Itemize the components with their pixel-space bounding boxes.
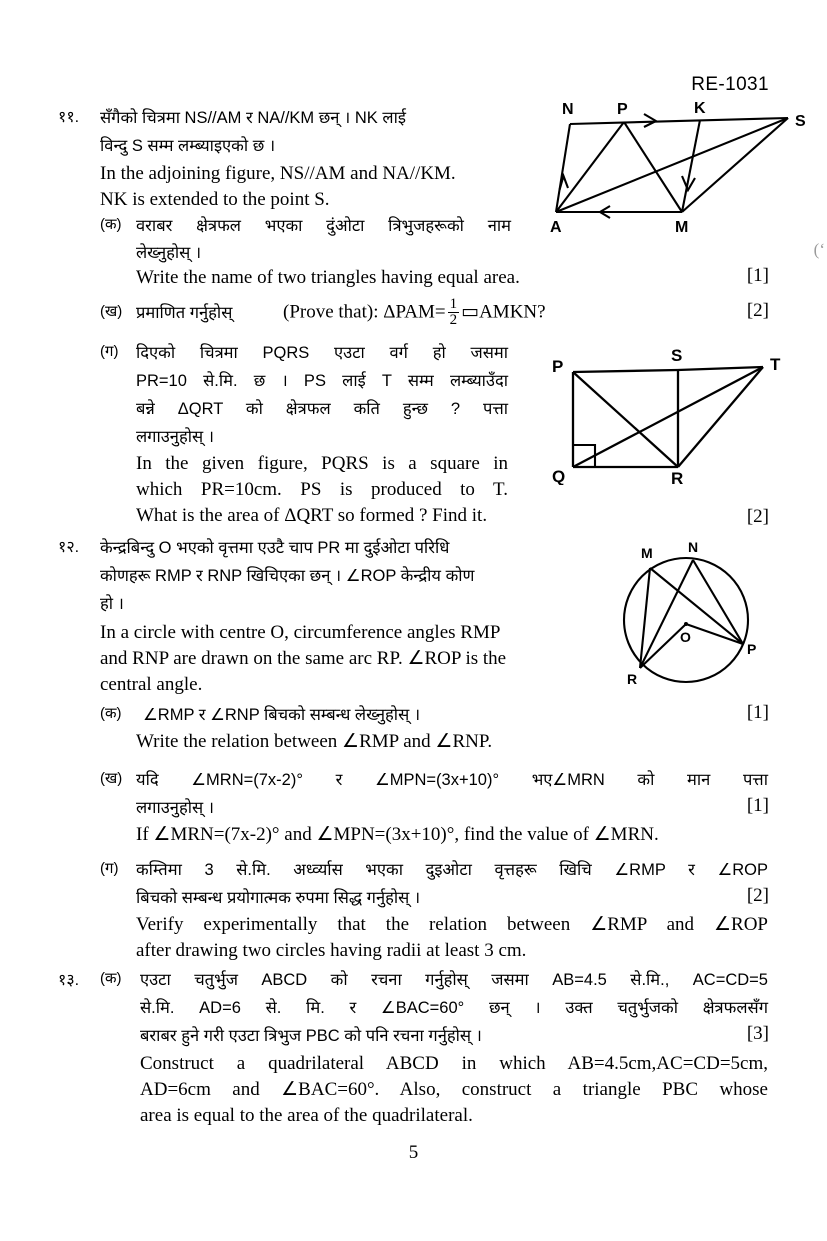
q11-part-ga-marks: [2] [746,506,769,527]
q13-part-ka-label: (क) [100,970,122,987]
svg-text:M: M [675,219,689,235]
figure-pqrs-square [540,345,798,485]
q11-part-kha-np-prefix: प्रमाणित गर्नुहोस् [136,304,233,322]
svg-text:S: S [671,346,683,365]
q12-stem-np-line-2: कोणहरू RMP र RNP खिचिएका छन् । ∠ROP केन्द्रीय कोण [100,567,475,585]
q13-part-ka-en-line-1: Construct a quadrilateral ABCD in which AB=4.5cm,AC=CD=5cm, [140,1053,768,1074]
q13-part-ka-en-line-3: area is equal to the area of the quadrilateral. [140,1105,473,1126]
svg-text:S: S [795,113,806,130]
q12-part-kha-np-line-2: लगाउनुहोस् । [136,799,214,817]
question-number-13: १३. [58,972,80,989]
q13-part-ka-np-line-3: बराबर हुने गरी एउटा त्रिभुज PBC को पनि रचना गर्नुहोस् । [140,1027,482,1045]
q11-part-ka-np-line-2: लेख्नुहोस् । [136,244,202,262]
q12-part-kha-np-line-1: यदि ∠MRN=(7x-2)° र ∠MPN=(3x+10)° भए∠MRN को मान पत्ता [136,771,768,789]
q12-part-ga-np-line-1: कम्तिमा 3 से.मि. अर्ध्व्यास भएका दुइओटा वृत्तहरू खिचि ∠RMP र ∠ROP [136,861,768,879]
fraction-numerator: 1 [449,296,458,312]
fraction-denominator: 2 [449,312,458,328]
q11-part-kha-marks: [2] [746,300,769,321]
q11-part-kha-en-expression [283,297,546,328]
q12-part-kha-label: (ख) [100,770,123,787]
q12-part-ka-label: (क) [100,705,122,722]
q11-part-ka-en-line-1: Write the name of two triangles having equal area. [136,267,520,288]
q11-part-ga-label: (ग) [100,343,119,360]
q11-part-ga-en-line-2: which PR=10cm. PS is produced to T. [136,479,508,500]
q11-part-ga-np-line-3: बन्ने ΔQRT को क्षेत्रफल कति हुन्छ ? पत्ता [136,400,508,418]
q13-part-ka-np-line-2: से.मि. AD=6 से. मि. र ∠BAC=60° छन् । उक्त चतुर्भुजको क्षेत्रफलसँग [140,999,768,1017]
question-number-11: ११. [58,109,80,126]
q11-part-ga-np-line-1: दिएको चित्रमा PQRS एउटा वर्ग हो जसमा [136,344,508,362]
svg-text:R: R [627,671,638,687]
q11-part-kha-en-prefix: (Prove that): ΔPAM= [283,301,446,323]
q11-stem-en-line-2: NK is extended to the point S. [100,189,330,210]
q11-stem-en-line-1: In the adjoining figure, NS//AM and NA//KM. [100,163,456,184]
q11-part-ka-np-line-1: वराबर क्षेत्रफल भएका दुंओटा त्रिभुजहरूको नाम [136,217,511,235]
svg-text:P: P [552,357,564,376]
q12-part-kha-marks: [1] [746,795,769,816]
q12-stem-np-line-3: हो । [100,595,124,613]
q11-stem-np-line-2: विन्दु S सम्म लम्ब्याइएको छ । [100,137,276,155]
q12-part-ka-marks: [1] [746,702,769,723]
q11-part-ga-np-line-2: PR=10 से.मि. छ । PS लाई T सम्म लम्ब्याउँदा [136,372,508,390]
q11-stem-np-line-1: सँगैको चित्रमा NS//AM र NA//KM छन् । NK लाई [100,109,406,127]
q11-part-ga-en-line-3: What is the area of ΔQRT so formed ? Find it. [136,505,488,526]
figure-nsam-parallelogram [548,100,820,235]
q12-part-kha-en-line-1: If ∠MRN=(7x-2)° and ∠MPN=(3x+10)°, find the value of ∠MRN. [136,824,659,845]
one-half-fraction [448,297,460,328]
svg-text:A: A [550,219,562,235]
svg-text:Q: Q [552,467,566,485]
q12-stem-en-line-1: In a circle with centre O, circumference angles RMP [100,622,501,643]
q13-part-ka-marks: [3] [746,1023,769,1044]
svg-text:N: N [688,539,699,555]
q11-part-ka-marks: [1] [746,265,769,286]
figure-circle-centre-o [608,538,773,703]
q12-part-ga-marks: [2] [746,885,769,906]
q11-part-kha-label: (ख) [100,303,123,320]
svg-text:O: O [680,629,691,645]
q12-stem-en-line-3: central angle. [100,674,203,695]
q12-part-ka-en-line-1: Write the relation between ∠RMP and ∠RNP. [136,731,493,752]
paper-code: RE-1031 [691,74,769,95]
q13-part-ka-en-line-2: AD=6cm and ∠BAC=60°. Also, construct a triangle PBC whose [140,1079,768,1100]
q12-part-ga-en-line-2: after drawing two circles having radii at least 3 cm. [136,940,527,961]
q12-part-ga-label: (ग) [100,860,119,877]
q11-part-ka-label: (क) [100,216,122,233]
svg-text:M: M [641,545,653,561]
q12-part-ga-np-line-2: बिचको सम्बन्ध प्रयोगात्मक रुपमा सिद्ध गर्नुहोस् । [136,889,421,907]
scan-edge-artifact: (ʻ [813,240,825,259]
svg-text:N: N [562,101,574,118]
q12-part-ka-np-line-1: ∠RMP र ∠RNP बिचको सम्बन्ध लेख्नुहोस् । [143,706,421,724]
svg-text:R: R [671,469,684,485]
svg-text:K: K [694,100,706,117]
svg-text:P: P [617,101,628,118]
q11-part-ga-np-line-4: लगाउनुहोस् । [136,428,214,446]
page-number: 5 [408,1142,419,1163]
question-number-12: १२. [58,539,80,556]
q13-part-ka-np-line-1: एउटा चतुर्भुज ABCD को रचना गर्नुहोस् जसमा AB=4.5 से.मि., AC=CD=5 [140,971,768,989]
svg-text:P: P [747,641,757,657]
svg-text:T: T [770,355,781,374]
q11-part-kha-en-suffix: ▭AMKN? [461,301,546,323]
q12-part-ga-en-line-1: Verify experimentally that the relation between ∠RMP and ∠ROP [136,914,768,935]
q11-part-ga-en-line-1: In the given figure, PQRS is a square in [136,453,508,474]
q12-stem-en-line-2: and RNP are drawn on the same arc RP. ∠ROP is the [100,648,507,669]
q12-stem-np-line-1: केन्द्रबिन्दु O भएको वृत्तमा एउटै चाप PR मा दुईओटा परिधि [100,539,450,557]
